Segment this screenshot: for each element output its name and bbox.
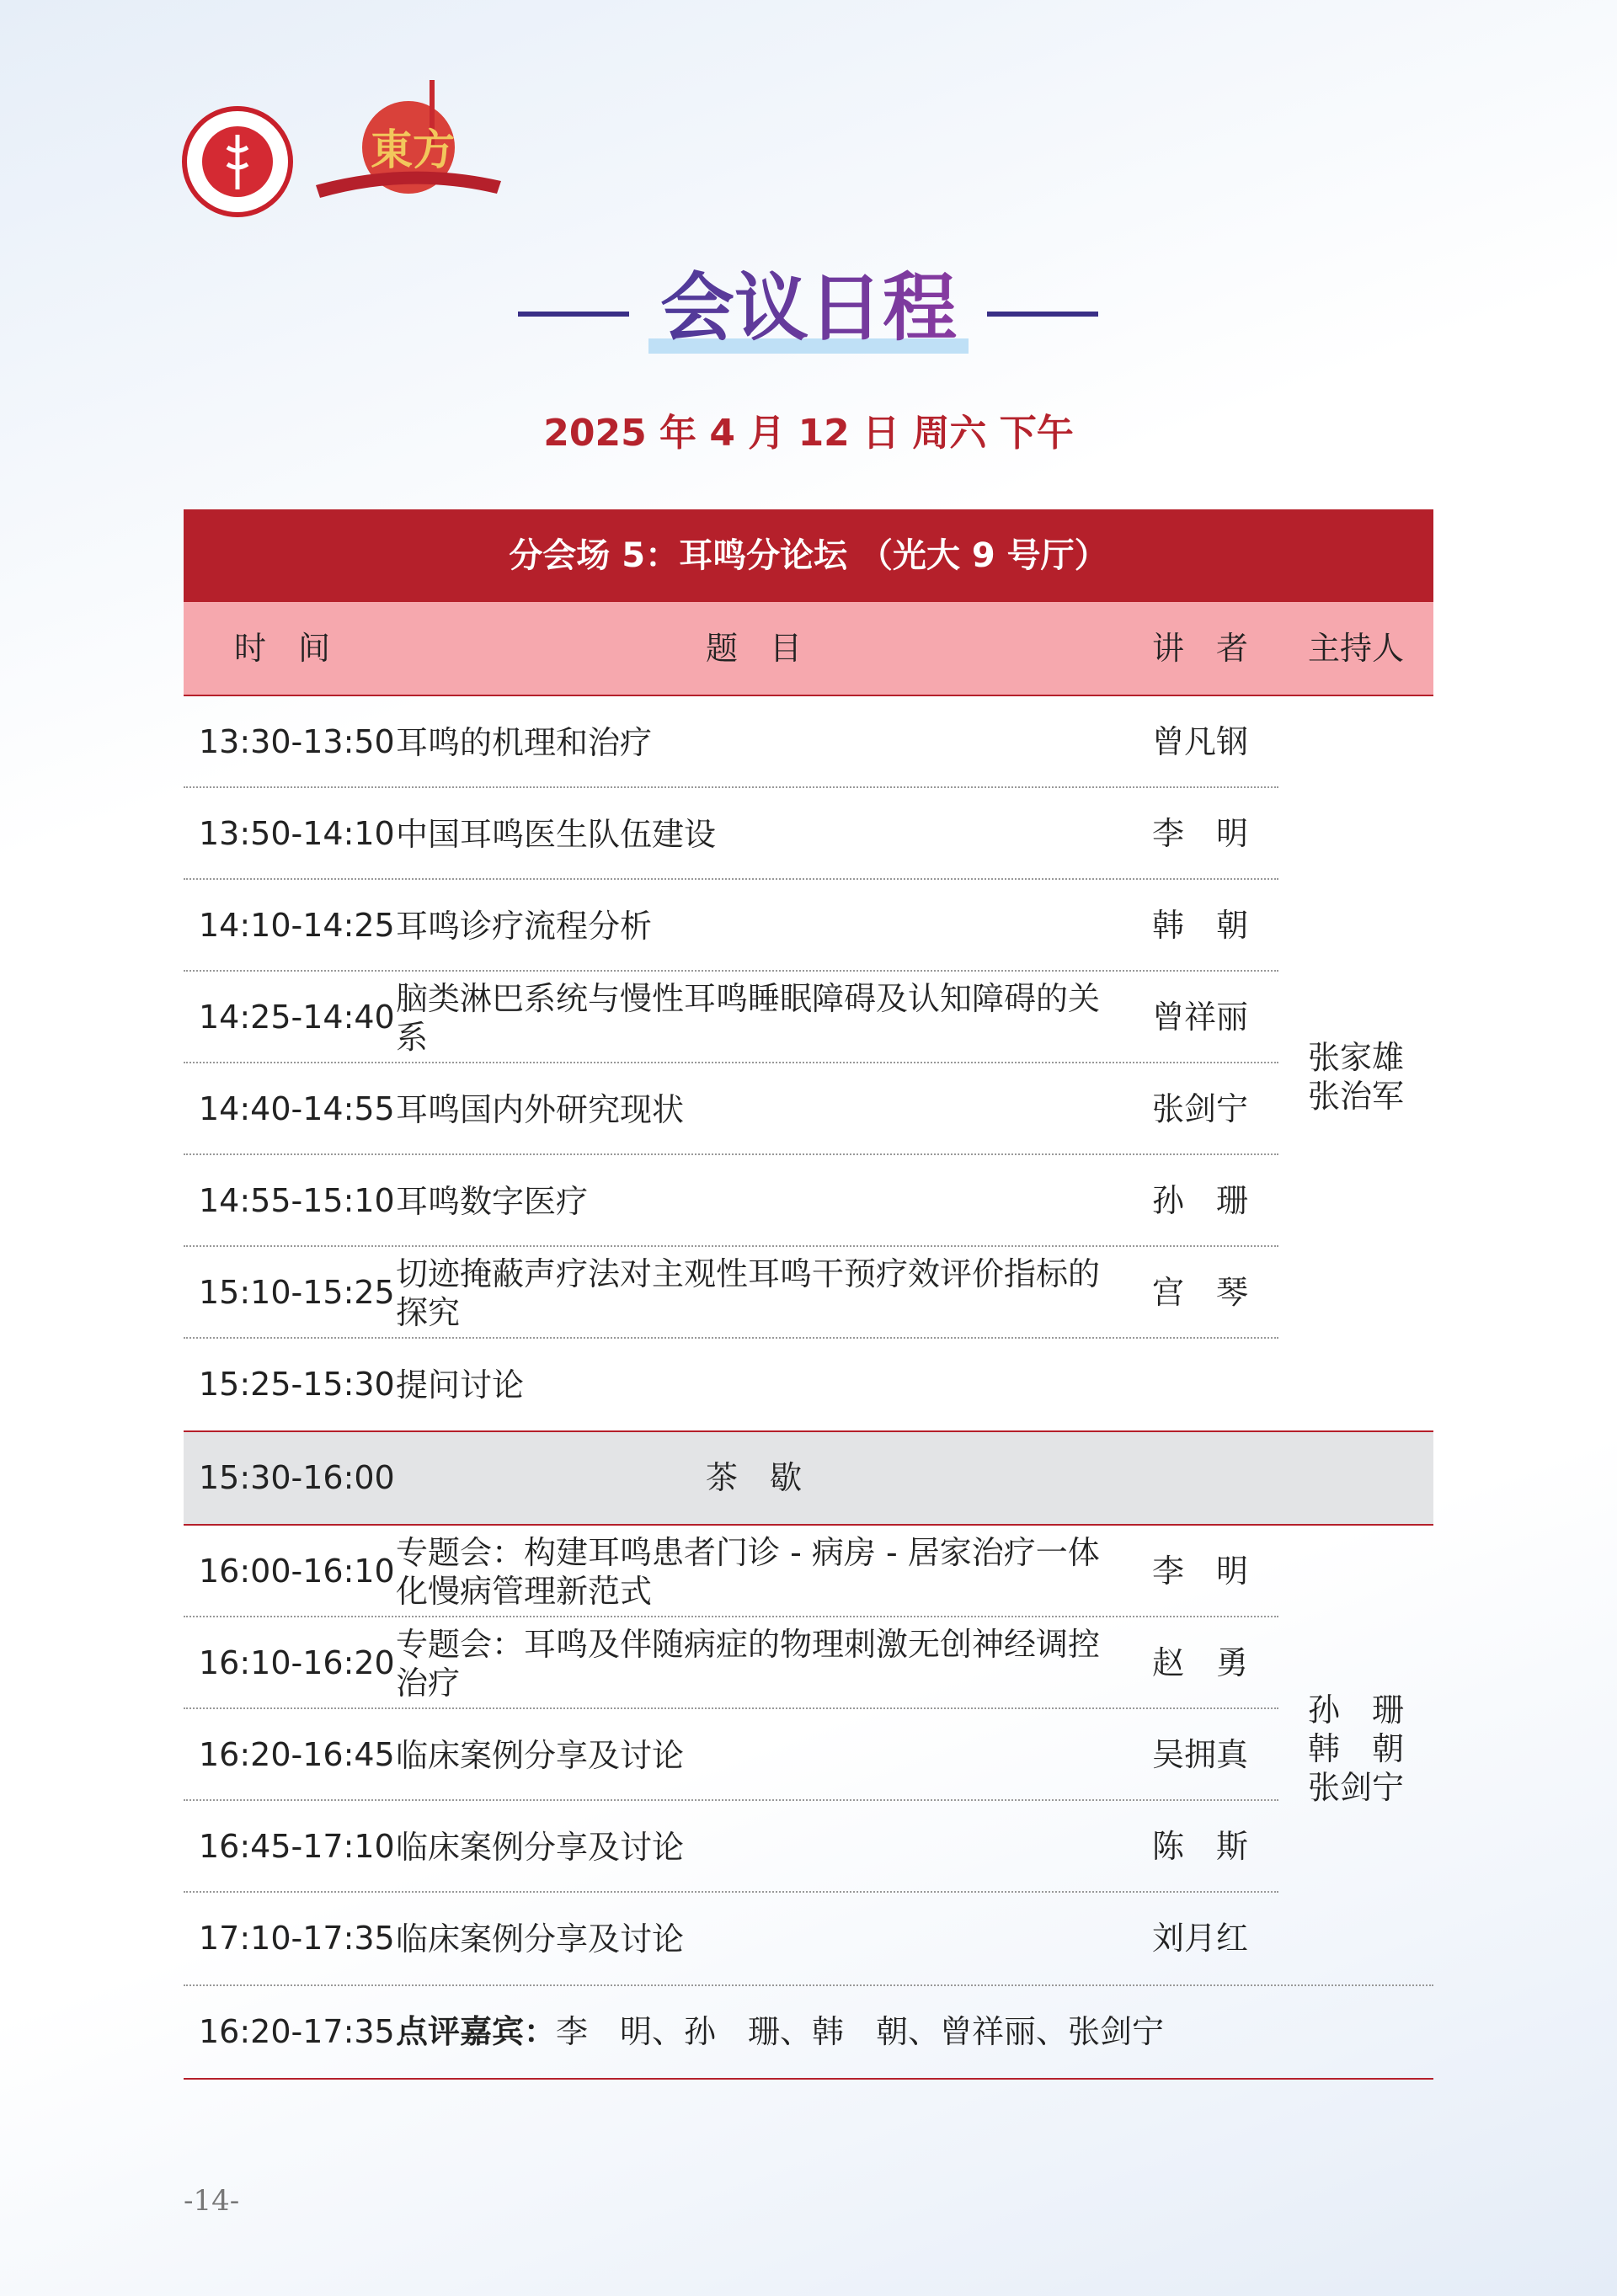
row-topic: 提问讨论	[396, 1366, 525, 1404]
row-speaker: 宫 琴	[1152, 1274, 1249, 1311]
host-name: 张家雄	[1308, 1039, 1405, 1076]
table-row	[184, 1339, 1433, 1430]
review-text	[396, 1986, 1164, 2078]
column-header-topic: 题 目	[706, 630, 803, 667]
row-speaker: 李 明	[1152, 815, 1249, 852]
row-speaker: 韩 朝	[1152, 907, 1249, 944]
tea-break-time: 15:30-16:00	[199, 1459, 395, 1496]
row-time: 14:55-15:10	[199, 1182, 395, 1219]
row-topic: 专题会：构建耳鸣患者门诊 - 病房 - 居家治疗一体化慢病管理新范式	[396, 1533, 1100, 1610]
row-speaker: 曾祥丽	[1152, 999, 1249, 1036]
column-header-speaker: 讲 者	[1152, 630, 1249, 667]
host-name: 孙 珊	[1308, 1691, 1405, 1729]
row-time: 16:45-17:10	[199, 1828, 395, 1865]
table-row	[184, 1893, 1433, 1984]
row-speaker: 曾凡钢	[1152, 723, 1249, 760]
table-row	[184, 696, 1433, 788]
row-topic: 临床案例分享及讨论	[396, 1828, 685, 1866]
session-1	[184, 695, 1433, 1430]
logo-group	[181, 72, 501, 206]
row-topic: 中国耳鸣医生队伍建设	[396, 815, 717, 853]
review-guests: 李 明、孙 珊、韩 朝、曾祥丽、张剑宁	[556, 2013, 1165, 2050]
row-time: 14:25-14:40	[199, 999, 395, 1036]
page-title: 会议日程	[648, 261, 969, 362]
review-time: 16:20-17:35	[199, 2013, 395, 2050]
row-topic: 专题会：耳鸣及伴随病症的物理刺激无创神经调控治疗	[396, 1625, 1101, 1702]
table-row	[184, 1709, 1433, 1801]
row-topic: 耳鸣国内外研究现状	[396, 1090, 685, 1128]
title-right-rule	[987, 312, 1098, 317]
row-topic: 耳鸣的机理和治疗	[396, 723, 653, 761]
row-time: 16:00-16:10	[199, 1553, 395, 1590]
row-time: 15:10-15:25	[199, 1274, 395, 1311]
table-row	[184, 788, 1433, 880]
session-2	[184, 1526, 1433, 1984]
table-row	[184, 1247, 1433, 1339]
row-time: 13:30-13:50	[199, 723, 395, 760]
row-time: 17:10-17:35	[199, 1920, 395, 1957]
host-name: 张治军	[1308, 1078, 1405, 1115]
table-row	[184, 972, 1433, 1063]
review-label: 点评嘉宾：	[396, 2013, 557, 2050]
table-row	[184, 1063, 1433, 1155]
title-left-rule	[518, 312, 629, 317]
row-time: 16:10-16:20	[199, 1644, 395, 1681]
table-row	[184, 880, 1433, 972]
review-guests-row	[184, 1984, 1433, 2080]
session-2-hosts	[1308, 1691, 1404, 1807]
row-time: 14:40-14:55	[199, 1090, 395, 1127]
column-header-time: 时 间	[234, 630, 331, 667]
page-number: -14-	[184, 2184, 240, 2218]
row-speaker: 张剑宁	[1152, 1090, 1249, 1127]
row-topic: 耳鸣诊疗流程分析	[396, 907, 653, 945]
row-speaker: 赵 勇	[1152, 1644, 1249, 1681]
schedule-date: 2025 年 4 月 12 日 周六 下午	[543, 412, 1074, 455]
host-name: 张剑宁	[1308, 1769, 1405, 1806]
tea-break-row	[184, 1430, 1433, 1526]
shanghai-medical-association-logo	[181, 105, 294, 218]
row-topic: 脑类淋巴系统与慢性耳鸣睡眠障碍及认知障碍的关系	[396, 979, 1101, 1056]
venue-header: 分会场 5：耳鸣分论坛 （光大 9 号厅）	[184, 509, 1433, 602]
host-name: 韩 朝	[1308, 1730, 1405, 1767]
table-row	[184, 1526, 1433, 1617]
svg-text:東方: 東方	[371, 125, 455, 174]
row-topic: 切迹掩蔽声疗法对主观性耳鸣干预疗效评价指标的探究	[396, 1255, 1101, 1331]
row-topic: 临床案例分享及讨论	[396, 1920, 685, 1958]
row-speaker: 吴拥真	[1152, 1736, 1249, 1773]
row-speaker: 陈 斯	[1152, 1828, 1249, 1865]
column-header-host: 主持人	[1308, 630, 1405, 667]
row-speaker: 李 明	[1152, 1553, 1249, 1590]
row-time: 16:20-16:45	[199, 1736, 395, 1773]
schedule-table	[184, 509, 1433, 2080]
row-time: 13:50-14:10	[199, 815, 395, 852]
row-speaker: 刘月红	[1152, 1920, 1249, 1957]
row-speaker: 孙 珊	[1152, 1182, 1249, 1219]
row-time: 14:10-14:25	[199, 907, 395, 944]
table-row	[184, 1801, 1433, 1893]
tea-break-label: 茶 歇	[706, 1459, 803, 1496]
row-topic: 临床案例分享及讨论	[396, 1736, 685, 1774]
table-row	[184, 1617, 1433, 1709]
session-1-hosts	[1308, 1038, 1404, 1116]
row-time: 15:25-15:30	[199, 1366, 395, 1403]
east-conference-logo	[307, 80, 501, 206]
row-topic: 耳鸣数字医疗	[396, 1182, 589, 1220]
page-title-block	[0, 261, 1617, 362]
table-row	[184, 1155, 1433, 1247]
column-header-row	[184, 602, 1433, 695]
